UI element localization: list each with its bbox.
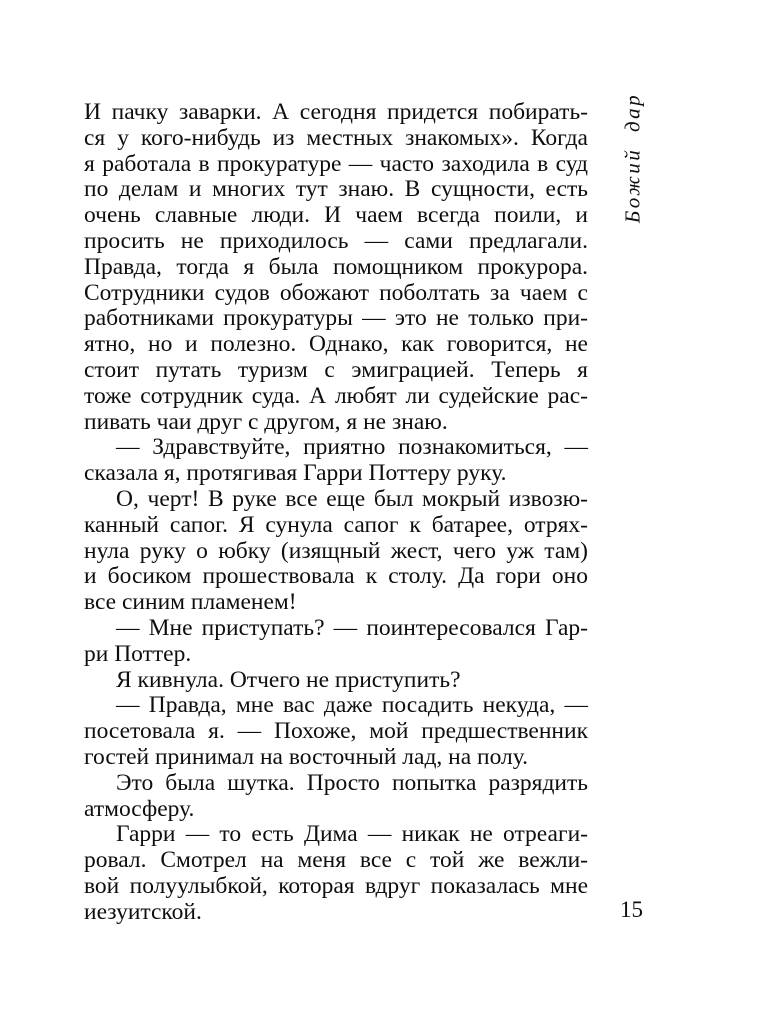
text-line: просить не приходилось — сами предлагали. bbox=[84, 227, 588, 254]
text-line: атмосферу. bbox=[84, 795, 195, 822]
text-line: ся у кого-нибудь из местных знакомых». Когда bbox=[84, 124, 588, 151]
text-line: все синим пламенем! bbox=[84, 589, 297, 616]
text-line: И пачку заварки. А сегодня придется побирать- bbox=[84, 99, 588, 125]
text-line: тоже сотрудник суда. А любят ли судейские рас- bbox=[84, 382, 588, 409]
text-line: очень славные люди. И чаем всегда поили, и bbox=[84, 202, 588, 229]
text-line: ровал. Смотрел на меня все с той же вежли- bbox=[84, 847, 588, 874]
text-line: и босиком прошествовала к столу. Да гори оно bbox=[84, 563, 588, 590]
text-line: нула руку о юбку (изящный жест, чего уж там) bbox=[84, 537, 588, 564]
text-line: по делам и многих тут знаю. В сущности, есть bbox=[84, 176, 588, 203]
text-block bbox=[84, 100, 588, 926]
text-line: иезуитской. bbox=[84, 898, 202, 925]
text-line: Я кивнула. Отчего не приступить? bbox=[116, 666, 461, 693]
text-line: вой полуулыбкой, которая вдруг показалась мне bbox=[84, 872, 588, 899]
text-line: посетовала я. — Похоже, мой предшественник bbox=[84, 718, 588, 745]
text-line: канный сапог. Я сунула сапог к батарее, отрях- bbox=[84, 511, 588, 538]
text-line: — Здравствуйте, приятно познакомиться, — bbox=[116, 434, 588, 461]
text-line: стоит путать туризм с эмиграцией. Теперь я bbox=[84, 356, 588, 383]
text-line: — Мне приступать? — поинтересовался Гар- bbox=[116, 614, 588, 641]
text-line: Гарри — то есть Дима — никак не отреаги- bbox=[116, 821, 588, 848]
text-line: гостей принимал на восточный лад, на полу. bbox=[84, 743, 529, 770]
text-line: я работала в прокуратуре — часто заходила в суд bbox=[84, 150, 588, 177]
text-line: О, черт! В руке все еще был мокрый извозю- bbox=[116, 485, 588, 512]
text-line: сказала я, протягивая Гарри Поттеру руку. bbox=[84, 460, 507, 487]
text-line: работниками прокуратуры — это не только при- bbox=[84, 305, 588, 332]
text-line: ятно, но и полезно. Однако, как говорится, не bbox=[84, 331, 588, 358]
text-line: Правда, тогда я была помощником прокурора. bbox=[84, 253, 588, 280]
text-line: — Правда, мне вас даже посадить некуда, — bbox=[116, 692, 588, 719]
text-line: пивать чаи друг с другом, я не знаю. bbox=[84, 408, 448, 435]
running-title-vertical: Божий дар bbox=[620, 92, 645, 224]
page-number: 15 bbox=[620, 897, 643, 922]
text-line: Это была шутка. Просто попытка разрядить bbox=[116, 769, 588, 796]
text-line: Сотрудники судов обожают поболтать за чаем с bbox=[84, 279, 588, 306]
text-line: ри Поттер. bbox=[84, 640, 192, 667]
